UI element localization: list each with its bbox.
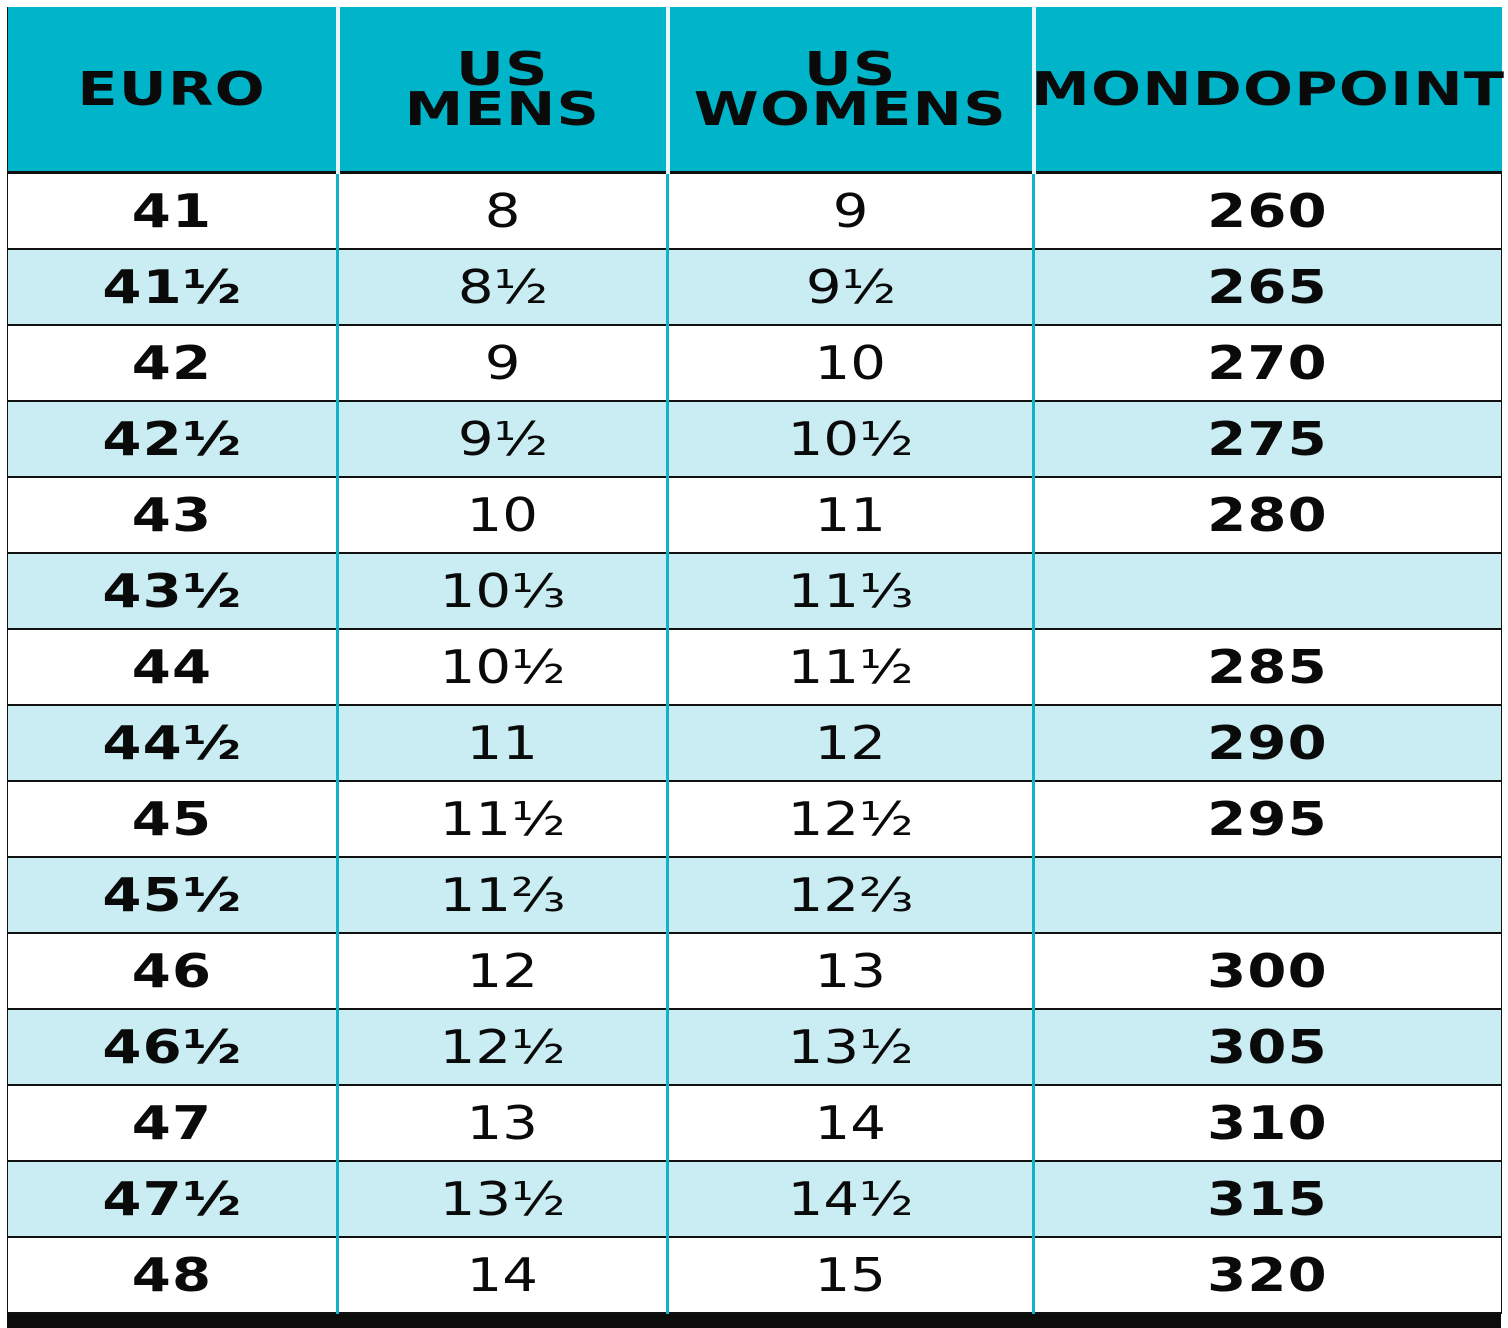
- euro-cell: [8, 1085, 338, 1161]
- cell-value: 43: [131, 488, 213, 542]
- cell-value: 12⅔: [787, 868, 914, 922]
- mondopoint-cell: [1034, 1085, 1502, 1161]
- cell-value: 47: [131, 1096, 213, 1150]
- header-us-mens: US MENS: [338, 7, 668, 173]
- header-row: [8, 7, 1502, 173]
- mondopoint-cell: [1034, 933, 1502, 1009]
- table-row: [8, 1237, 1502, 1313]
- cell-value: 10: [814, 336, 887, 390]
- cell-value: 295: [1207, 792, 1329, 846]
- cell-value: 44: [131, 640, 213, 694]
- cell-value: 11⅔: [439, 868, 566, 922]
- cell-value: 305: [1207, 1020, 1329, 1074]
- euro-cell: [8, 629, 338, 705]
- euro-cell: [8, 705, 338, 781]
- cell-value: 41½: [102, 260, 242, 314]
- euro-cell: [8, 401, 338, 477]
- euro-cell: [8, 1009, 338, 1085]
- cell-value: 12½: [439, 1020, 566, 1074]
- us-womens-cell: [668, 629, 1034, 705]
- cell-value: 315: [1207, 1172, 1329, 1226]
- mondopoint-cell: [1034, 249, 1502, 325]
- us-womens-cell: [668, 553, 1034, 629]
- table-row: [8, 1161, 1502, 1237]
- header-mondopoint: MONDOPOINT: [1034, 7, 1502, 173]
- us-mens-cell: [338, 553, 668, 629]
- euro-cell: [8, 325, 338, 401]
- us-mens-cell: [338, 173, 668, 250]
- cell-value: 11½: [787, 640, 914, 694]
- cell-value: 270: [1207, 336, 1329, 390]
- us-womens-cell: [668, 1085, 1034, 1161]
- cell-value: 275: [1207, 412, 1329, 466]
- cell-value: 10⅓: [439, 564, 566, 618]
- us-womens-cell: [668, 781, 1034, 857]
- cell-value: 12: [466, 944, 539, 998]
- mondopoint-cell: [1034, 629, 1502, 705]
- us-womens-cell: [668, 249, 1034, 325]
- table-row: [8, 553, 1502, 629]
- cell-value: 46: [131, 944, 213, 998]
- us-womens-cell: [668, 325, 1034, 401]
- cell-value: 8: [484, 184, 521, 238]
- mondopoint-cell: [1034, 1009, 1502, 1085]
- cell-value: 265: [1207, 260, 1329, 314]
- cell-value: 11½: [439, 792, 566, 846]
- table-row: [8, 933, 1502, 1009]
- cell-value: 11⅓: [787, 564, 914, 618]
- us-mens-cell: [338, 249, 668, 325]
- cell-value: 45: [131, 792, 213, 846]
- table-row: [8, 1009, 1502, 1085]
- us-mens-cell: [338, 933, 668, 1009]
- euro-cell: [8, 933, 338, 1009]
- cell-value: 12: [814, 716, 887, 770]
- cell-value: 13½: [787, 1020, 914, 1074]
- cell-value: 285: [1207, 640, 1329, 694]
- mondopoint-cell: [1034, 857, 1502, 933]
- table-row: [8, 173, 1502, 250]
- table-row: [8, 401, 1502, 477]
- cell-value: 10½: [787, 412, 914, 466]
- euro-cell: [8, 553, 338, 629]
- mondopoint-cell: [1034, 1161, 1502, 1237]
- cell-value: 47½: [102, 1172, 242, 1226]
- cell-value: 9: [484, 336, 521, 390]
- euro-cell: [8, 1161, 338, 1237]
- table-row: [8, 705, 1502, 781]
- cell-value: 10½: [439, 640, 566, 694]
- us-mens-cell: [338, 629, 668, 705]
- us-womens-cell: [668, 933, 1034, 1009]
- us-mens-cell: [338, 477, 668, 553]
- cell-value: 46½: [102, 1020, 242, 1074]
- cell-value: 9½: [457, 412, 548, 466]
- us-mens-cell: [338, 1237, 668, 1313]
- us-mens-cell: [338, 325, 668, 401]
- us-womens-cell: [668, 857, 1034, 933]
- us-mens-cell: [338, 781, 668, 857]
- cell-value: 11: [814, 488, 887, 542]
- cell-value: 310: [1207, 1096, 1329, 1150]
- table-row: [8, 477, 1502, 553]
- table-row: [8, 857, 1502, 933]
- cell-value: 42: [131, 336, 213, 390]
- us-mens-cell: [338, 401, 668, 477]
- table-body: [8, 173, 1502, 1314]
- euro-cell: [8, 173, 338, 250]
- cell-value: 9: [832, 184, 869, 238]
- us-mens-cell: [338, 1009, 668, 1085]
- table-row: [8, 1085, 1502, 1161]
- cell-value: 12½: [787, 792, 914, 846]
- cell-value: 280: [1207, 488, 1329, 542]
- size-conversion-table: [7, 7, 1506, 1314]
- mondopoint-cell: [1034, 325, 1502, 401]
- cell-value: 43½: [102, 564, 242, 618]
- mondopoint-cell: [1034, 705, 1502, 781]
- table-row: [8, 249, 1502, 325]
- us-mens-cell: [338, 1085, 668, 1161]
- cell-value: 11: [466, 716, 539, 770]
- euro-cell: [8, 857, 338, 933]
- header-euro: EURO: [8, 7, 338, 173]
- cell-value: 260: [1207, 184, 1329, 238]
- us-womens-cell: [668, 1161, 1034, 1237]
- cell-value: 13½: [439, 1172, 566, 1226]
- us-womens-cell: [668, 173, 1034, 250]
- cell-value: 13: [814, 944, 887, 998]
- mondopoint-cell: [1034, 477, 1502, 553]
- cell-value: 320: [1207, 1248, 1329, 1302]
- cell-value: 42½: [102, 412, 242, 466]
- cell-value: 10: [466, 488, 539, 542]
- cell-value: 44½: [102, 716, 242, 770]
- mondopoint-cell: [1034, 781, 1502, 857]
- cell-value: 41: [131, 184, 213, 238]
- us-mens-cell: [338, 1161, 668, 1237]
- cell-value: 9½: [805, 260, 896, 314]
- mondopoint-cell: [1034, 553, 1502, 629]
- cell-value: 48: [131, 1248, 213, 1302]
- cell-value: 13: [466, 1096, 539, 1150]
- euro-cell: [8, 781, 338, 857]
- us-womens-cell: [668, 1009, 1034, 1085]
- cell-value: 290: [1207, 716, 1329, 770]
- cell-value: 8½: [457, 260, 548, 314]
- cell-value: 14: [814, 1096, 887, 1150]
- us-womens-cell: [668, 401, 1034, 477]
- table-row: [8, 781, 1502, 857]
- header-us-womens: US WOMENS: [668, 7, 1034, 173]
- euro-cell: [8, 477, 338, 553]
- us-mens-cell: [338, 857, 668, 933]
- us-mens-cell: [338, 705, 668, 781]
- us-womens-cell: [668, 1237, 1034, 1313]
- cell-value: 45½: [102, 868, 242, 922]
- euro-cell: [8, 1237, 338, 1313]
- euro-cell: [8, 249, 338, 325]
- mondopoint-cell: [1034, 173, 1502, 250]
- mondopoint-cell: [1034, 1237, 1502, 1313]
- cell-value: 15: [814, 1248, 887, 1302]
- cell-value: 14½: [787, 1172, 914, 1226]
- mondopoint-cell: [1034, 401, 1502, 477]
- cell-value: 14: [466, 1248, 539, 1302]
- table-row: [8, 325, 1502, 401]
- table-row: [8, 629, 1502, 705]
- cell-value: 300: [1207, 944, 1329, 998]
- us-womens-cell: [668, 477, 1034, 553]
- us-womens-cell: [668, 705, 1034, 781]
